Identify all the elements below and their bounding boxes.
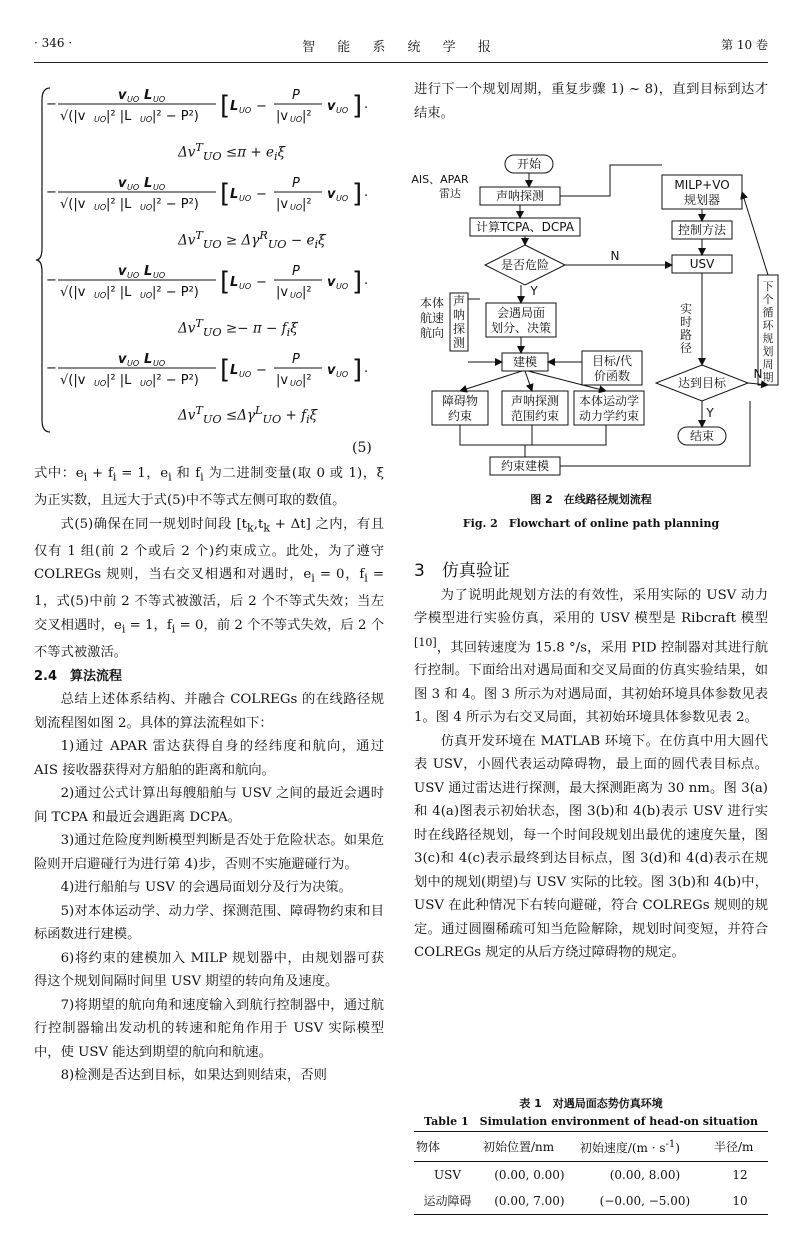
sonar-range-label: 范围约束 [510,409,560,423]
equation-glyph: UO [94,379,107,388]
table-cell: 10 [712,1188,768,1215]
equation-glyph: · [364,277,369,292]
table-header: 初始位置/nm [481,1132,578,1162]
equation-glyph: UO [153,359,166,368]
obstacle-label: 障碍物 [441,394,479,408]
list-item: 5)对本体运动学、动力学、探测范围、障碍物约束和目标函数进行建模。 [34,903,384,943]
equation-glyph: √(|v [60,285,86,300]
equation-glyph: UO [94,115,107,124]
table-header: 物体 [414,1132,481,1162]
table-1 [414,1095,768,1215]
equation-glyph: v [327,275,336,290]
equation-glyph: UO [336,194,349,203]
equation-glyph: · [364,189,369,204]
equation-glyph: ] [352,355,363,385]
paragraph: 为了说明此规划方法的有效性，采用实际的 USV 动力学模型进行实验仿真，采用的 USV 模型是 Ribcraft 模型[10]，其回转速度为 15.8 °/s，采用 PID 控制器对其进行航行控制。下面给出对遇局面和交叉局面的仿真实验结果，如图 3 和 4。图 3 所示为对遇局面，其初始环境具体参数见表 1。图 4 所示为右交叉局面，其初始环境具体参数见表 2。 [414,587,768,726]
equation-glyph: √(|v [60,197,86,212]
sonar-detect-label: 声呐探测 [495,189,545,203]
equation-glyph: UO [153,183,166,192]
objective-label: 目标/代 [591,354,633,368]
usv-label: USV [689,257,715,271]
encounter-label: 会遇局面 [496,306,546,320]
equation-glyph: UO [94,291,107,300]
reach-label: 达到目标 [677,376,727,390]
equation-glyph: |² − P²) [152,197,199,212]
constraint-model-label: 约束建模 [500,459,550,473]
equation-glyph: |² [302,373,312,388]
section-3 [414,560,768,965]
next-label: 周 [762,358,774,371]
page-number: · 346 · [34,36,73,50]
paragraph: 总结上述体系结构、并融合 COLREGs 的在线路径规划流程图如图 2。具体的算法流程如下： [34,692,384,731]
sonar-range-label: 声呐探测 [510,394,560,408]
equation-glyph: |² [302,197,312,212]
equation-glyph: P [292,264,300,279]
realtime-label: 实 [679,302,693,316]
equation-glyph: L [144,176,153,191]
equation-glyph: v [118,88,127,103]
equation-glyph: L [230,275,239,290]
paragraph: 仿真开发环境在 MATLAB 环境下。在仿真中用大圆代表 USV，小圆代表运动障碍物，最上面的圆代表目标点。USV 通过雷达进行探测，最大探测距离为 30 nm。图 3(a)和 4(a)图表示初始状态，图 3(b)和 4(b)表示 USV 进行实时在线路径规划，每一个时间段规划出最优的速度矢量，图 3(c)和 4(c)表示最终到达目标点，图 3(d)和 4(d)表示在规划中的规划(期望)与 USV 实际的比较。图 3(b)和 4(b)中，USV 在此种情况下右转向避碰，符合 COLREGs 规则的规定。通过圆圈稀疏可知当危险解除，规划时间变短，并符合 COLREGs 规定的从后方绕过障碍物的规定。 [414,733,768,961]
equation-glyph: |² |L [106,373,132,388]
table-header-row [414,1132,768,1162]
table-cell: 12 [732,1168,748,1182]
eq-condition: $\Delta v^T_{UO} \ge \Delta\gamma^R_{UO} - e_i\xi$ [178,229,326,252]
eq-condition: $\Delta v^T_{UO} \ge- \pi - f_i\xi$ [178,317,298,340]
equation-glyph: UO [290,291,303,300]
dynamics-label: 动力学约束 [578,409,640,423]
equation-number: (5) [352,440,372,456]
equation-glyph: √(|v [60,109,86,124]
equation-glyph: UO [140,379,153,388]
next-label: 个 [762,293,774,306]
figure-caption [414,488,768,535]
figure-caption-cn: 图 2 在线路径规划流程 [530,493,652,506]
equation-glyph: · [364,101,369,116]
equation-glyph: v [327,187,336,202]
equation-glyph: UO [140,203,153,212]
equation-glyph: v [118,352,127,367]
running-header [34,36,768,56]
equation-glyph: UO [127,183,140,192]
equation-glyph: UO [153,271,166,280]
equation-glyph: − [256,187,267,202]
next-label: 循 [762,306,774,319]
equation-glyph: |v [276,373,289,388]
equation-glyph: |² [302,285,312,300]
table-cell: 运动障碍 [414,1188,481,1215]
equation-glyph: − [256,363,267,378]
ais-label: AIS、APAR [411,173,469,186]
milp-label: 规划器 [683,193,721,207]
equation-glyph: ] [352,267,363,297]
equation-glyph: v [327,99,336,114]
model-label: 建模 [512,355,538,369]
equation-glyph: UO [336,106,349,115]
equation-glyph: L [144,264,153,279]
equation-glyph: √(|v [60,373,86,388]
equation-glyph: UO [153,95,166,104]
obstacle-label: 约束 [447,409,473,423]
sonar-vertical-label: 测 [452,336,466,350]
next-label: 划 [762,345,774,358]
equation-glyph: |² − P²) [152,373,199,388]
paragraph: 进行下一个规划周期，重复步骤 1) ~ 8)，直到目标到达才结束。 [414,82,768,121]
table-header: 初始速度$/(m \cdot s^{-1})$ [578,1132,712,1162]
equation-glyph: [ [220,179,231,209]
equation-glyph: UO [94,203,107,212]
table-row [414,1188,768,1215]
equation-glyph: [ [220,355,231,385]
volume-label: 第 10 卷 [721,38,768,52]
end-label: 结束 [689,429,715,443]
left-column [34,462,384,1088]
equation-glyph: L [144,352,153,367]
table-caption-en: Table 1 Simulation environment of head-on situation [424,1115,758,1128]
y-label: Y [706,406,714,420]
list-item: 4)进行船舶与 USV 的会遇局面划分及行为决策。 [60,880,352,896]
table-header: 半径/m [712,1132,768,1162]
equation-glyph: UO [336,370,349,379]
equation-glyph: ] [352,179,363,209]
equation-glyph: − [46,185,57,200]
equation-glyph: UO [239,194,252,203]
n-label: N [610,249,620,263]
equation-glyph: UO [239,106,252,115]
table-cell: (0.00, 0.00) [494,1168,565,1182]
paragraph: 式中：$e_i + f_i = 1$，$e_i$ 和 $f_i$ 为二进制变量(取 0 或 1)，ξ 为正实数，且远大于式(5)中不等式左侧可取的数值。 [34,466,384,509]
section-heading: 3 仿真验证 [414,561,510,581]
sonar-vertical-label: 声 [452,294,466,308]
equation-glyph: − [256,99,267,114]
objective-label: 价函数 [593,369,631,383]
equation-glyph: UO [127,271,140,280]
realtime-label: 路 [679,328,693,342]
next-label: 规 [762,332,774,345]
equation-5 [34,78,394,458]
eq-condition: $\Delta v^T_{UO} \le\pi + e_i\xi$ [178,141,286,164]
start-label: 开始 [516,157,542,171]
encounter-label: 划分、决策 [490,321,552,335]
equation-glyph: UO [290,203,303,212]
realtime-label: 时 [679,315,693,329]
realtime-label: 径 [679,341,693,355]
list-item: 1)通过 APAR 雷达获得自身的经纬度和航向，通过 AIS 接收器获得对方船舶的距离和航向。 [34,739,384,778]
equation-glyph: UO [239,370,252,379]
figure-caption-en: Fig. 2 Flowchart of online path planning [462,516,720,530]
calc-label: 计算TCPA、DCPA [476,220,574,234]
equation-glyph: UO [140,115,153,124]
paragraph: 式(5)确保在同一规划时间段 $[t_k,t_k + \Delta t]$ 之内，有且仅有 1 组(前 2 个或后 2 个)约束成立。此处，为了遵守 COLREGs 规则，当右交叉相遇和对遇时，$e_i = 0$，$f_i = 1$，式(5)中前 2 不等式被激活，后 2 个不等式失效；当左交叉相遇时，$e_i = 1$，$f_i = 0$，前 2 个不等式失效，后 2 个不等式被激活。 [34,516,385,661]
equation-glyph: · [364,365,369,380]
equation-glyph: UO [140,291,153,300]
journal-name: 智 能 系 统 学 报 [302,40,500,55]
equation-glyph: − [46,361,57,376]
header-rule [34,62,768,63]
n-label: N [753,367,763,381]
equation-glyph: v [327,363,336,378]
dynamics-label: 本体运动学 [578,394,640,408]
equation-glyph: |² [302,109,312,124]
list-item: 8)检测是否达到目标，如果达到则结束，否则 [60,1068,327,1084]
list-item: 2)通过公式计算出每艘船舶与 USV 之间的最近会遇时间 TCPA 和最近会遇距离 DCPA。 [34,786,384,825]
equation-glyph: − [46,273,57,288]
eq-condition: $\Delta v^T_{UO} \le\Delta\gamma^L_{UO} + f_i\xi$ [178,404,318,427]
section-heading: 2.4 算法流程 [34,668,123,684]
equation-glyph: |² |L [106,197,132,212]
equation-glyph: UO [127,359,140,368]
equation-glyph: L [144,88,153,103]
list-item: 6)将约束的建模加入 MILP 规划器中，由规划器可获得这个规划间隔时间里 USV 期望的转向角及速度。 [34,950,384,990]
equation-glyph: |² − P²) [152,109,199,124]
y-label: Y [530,284,538,298]
list-item: 3)通过危险度判断模型判断是否处于危险状态。如果危险则开启避碰行为进行第 4)步，否则不实施避碰行为。 [34,833,384,872]
continuation-text [414,78,768,125]
table-cell: (0.00, 8.00) [609,1168,681,1182]
equation-glyph: UO [336,282,349,291]
equation-glyph: |² |L [106,285,132,300]
equation-glyph: [ [220,267,231,297]
equation-glyph: L [230,363,239,378]
body-label: 航速 [419,311,445,325]
equation-glyph: − [256,275,267,290]
table-row [414,1162,768,1189]
next-label: 环 [762,319,774,332]
equation-glyph: |v [276,109,289,124]
equation-glyph: UO [290,379,303,388]
equation-glyph: L [230,99,239,114]
simulation-table [414,1131,768,1215]
body-label: 航向 [419,326,445,340]
equation-glyph: L [230,187,239,202]
next-label: 下 [762,280,774,293]
equation-glyph: − [46,97,57,112]
equation-glyph: v [118,264,127,279]
table-caption-cn: 表 1 对遇局面态势仿真环境 [519,1097,663,1110]
danger-label: 是否危险 [500,258,550,272]
flowchart-figure [410,145,780,485]
radar-label: 雷达 [439,187,461,200]
table-cell: (−0.00, −5.00) [578,1188,712,1215]
equation-glyph: UO [290,115,303,124]
equation-glyph: UO [239,282,252,291]
next-label: 期 [762,371,774,384]
table-cell: (0.00, 7.00) [481,1188,578,1215]
equation-glyph: ] [352,91,363,121]
sonar-vertical-label: 探 [452,322,466,336]
control-label: 控制方法 [677,223,727,237]
list-item: 7)将期望的航向角和速度输入到航行控制器中，通过航行控制器输出发动机的转速和舵角作用于 USV 实际模型中，使 USV 能达到期望的航向和航速。 [34,997,384,1060]
body-label: 本体 [419,296,445,310]
equation-glyph: [ [220,91,231,121]
sonar-vertical-label: 呐 [452,308,466,322]
equation-glyph: |² |L [106,109,132,124]
table-cell: USV [434,1168,461,1182]
equation-glyph: |² − P²) [152,285,199,300]
equation-glyph: P [292,88,300,103]
milp-label: MILP+VO [674,178,730,192]
equation-glyph: v [118,176,127,191]
equation-glyph: P [292,352,300,367]
equation-glyph: |v [276,285,289,300]
equation-glyph: P [292,176,300,191]
equation-glyph: UO [127,95,140,104]
equation-glyph: |v [276,197,289,212]
